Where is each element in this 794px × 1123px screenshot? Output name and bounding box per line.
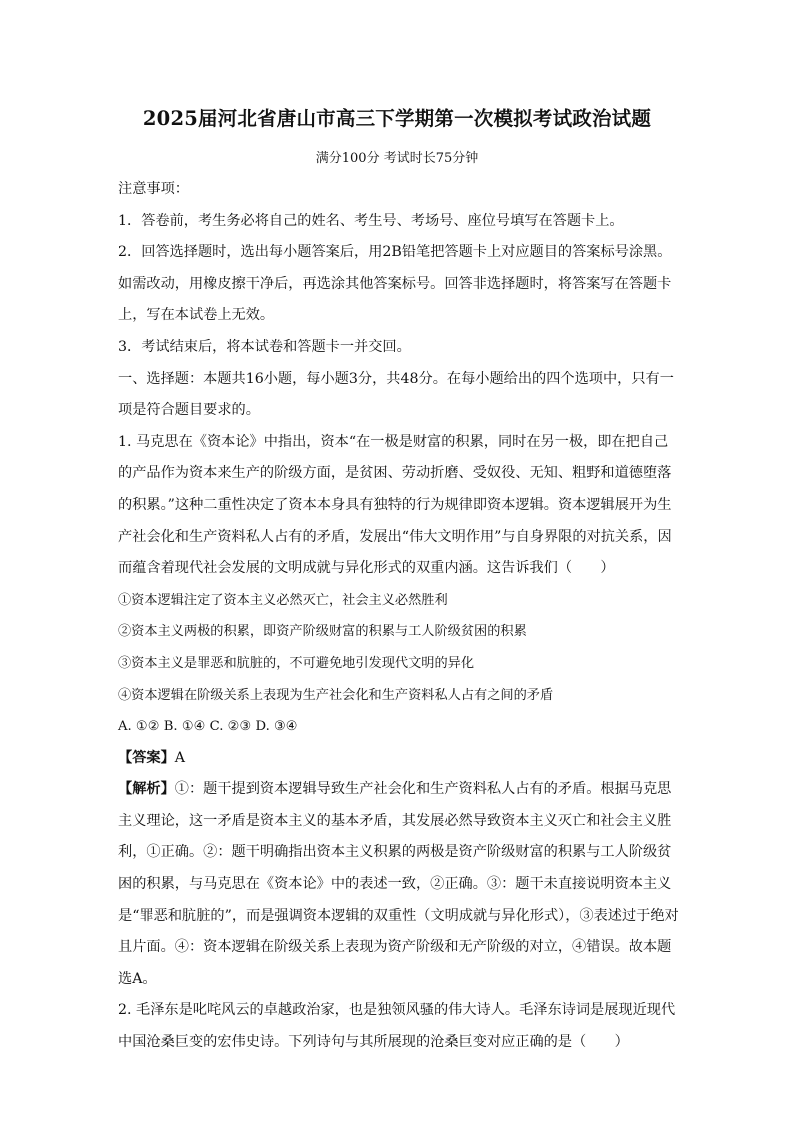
question-1-answer	[118, 743, 680, 775]
notice-item-1: 1．答卷前，考生务必将自己的姓名、考生号、考场号、座位号填写在答题卡上。	[118, 212, 624, 229]
notice-item-3: 3．考试结束后，将本试卷和答题卡一并交回。	[118, 338, 411, 355]
analysis-label: 【解析】	[118, 781, 175, 798]
question-2-stem: 2. 毛泽东是叱咤风云的卓越政治家，也是独领风骚的伟大诗人。毛泽东诗词是展现近现代中国沧桑巨变的宏伟史诗。下列诗句与其所展现的沧桑巨变对应正确的是（ ）	[118, 1002, 676, 1051]
notice-heading: 注意事项：	[118, 181, 189, 197]
answer-label: 【答案】	[118, 749, 175, 766]
exam-body	[118, 174, 680, 1059]
page-title: 2025届河北省唐山市高三下学期第一次模拟考试政治试题	[142, 107, 652, 130]
question-1-option: ②资本主义两极的积累，即资产阶级财富的积累与工人阶级贫困的积累	[118, 624, 527, 640]
exam-meta: 满分100分 考试时长75分钟	[315, 151, 479, 166]
answer-value: A	[174, 749, 186, 766]
notice-item-2: 2．回答选择题时，选出每小题答案后，用2B铅笔把答题卡上对应题目的答案标号涂黑。如需改动，用橡皮擦干净后，再选涂其他答案标号。回答非选择题时，将答案写在答题卡上，写在本试卷上无效。	[118, 244, 672, 324]
question-1-option: ①资本逻辑注定了资本主义必然灭亡，社会主义必然胜利	[118, 592, 448, 608]
question-1-choices: A. ①② B. ①④ C. ②③ D. ③④	[118, 719, 298, 735]
question-1-stem: 1. 马克思在《资本论》中指出，资本“在一极是财富的积累，同时在另一极，即在把自己的产品作为资本来生产的阶级方面，是贫困、劳动折磨、受奴役、无知、粗野和道德堕落的积累。”这种二重性决定了资本本身具有独特的行为规律即资本逻辑。资本逻辑展开为生产社会化和生产资料私人占有的矛盾，发展出“伟大文明作用”与自身界限的对抗关系，因而蕴含着现代社会发展的文明成就与异化形式的双重内涵。这告诉我们（ ）	[118, 433, 672, 577]
question-1-option: ④资本逻辑在阶级关系上表现为生产社会化和生产资料私人占有之间的矛盾	[118, 687, 554, 703]
section-intro: 一、选择题：本题共16小题，每小题3分，共48分。在每小题给出的四个选项中，只有一项是符合题目要求的。	[118, 370, 674, 419]
question-1-option: ③资本主义是罪恶和肮脏的，不可避免地引发现代文明的异化	[118, 655, 475, 671]
question-1-analysis	[118, 774, 680, 995]
analysis-text: ①：题干提到资本逻辑导致生产社会化和生产资料私人占有的矛盾。根据马克思主义理论，这一矛盾是资本主义的基本矛盾，其发展必然导致资本主义灭亡和社会主义胜利，①正确。②：题干明确指出资本主义积累的两极是资产阶级财富的积累与工人阶级贫困的积累，与马克思在《资本论》中的表述一致，②正确。③：题干未直接说明资本主义是“罪恶和肮脏的”，而是强调资本逻辑的双重性（文明成就与异化形式），③表述过于绝对且片面。④：资本逻辑在阶级关系上表现为资产阶级和无产阶级的对立，④错误。故本题选A。	[118, 781, 679, 987]
